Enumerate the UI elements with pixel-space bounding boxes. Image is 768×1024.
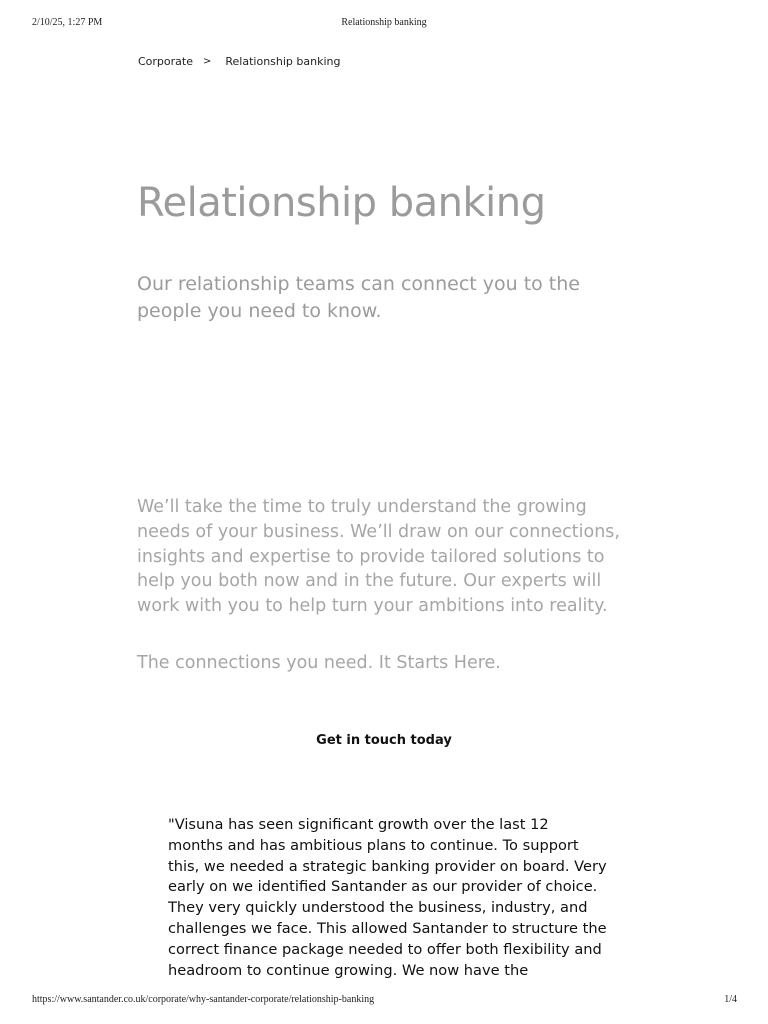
print-url: https://www.santander.co.uk/corporate/why-santander-corporate/relationship-banking: [32, 994, 375, 1005]
intro-paragraph: We’ll take the time to truly understand the growing needs of your business. We’ll draw on our connections, insights and expertise to provide tailored solutions to help you both now and in the future. Our experts will work with you to help turn your ambitions into reality.: [137, 497, 620, 617]
print-page-title: Relationship banking: [341, 17, 427, 28]
page-title: Relationship banking: [137, 180, 546, 226]
testimonial-quote: "Visuna has seen significant growth over the last 12 months and has ambitious plans to continue. To support this, we needed a strategic banking provider on board. Very early on we identified Santander as our provider of choice. They very quickly understood the business, industry, and challenges we face. This allowed Santander to structure the correct finance package needed to offer both flexibility and headroom to continue growing. We now have the: [168, 816, 607, 979]
breadcrumb-item-corporate[interactable]: Corporate: [138, 55, 193, 68]
breadcrumb-separator: >: [203, 56, 212, 67]
get-in-touch-link[interactable]: Get in touch today: [316, 733, 452, 748]
page-subtitle: Our relationship teams can connect you to the people you need to know.: [137, 273, 580, 322]
breadcrumb-item-current: Relationship banking: [225, 55, 341, 68]
breadcrumb: [138, 55, 341, 68]
cta-container: [0, 733, 768, 748]
print-header: [0, 17, 768, 31]
print-footer: [0, 994, 768, 1008]
print-page-number: 1/4: [724, 994, 737, 1005]
print-datetime: 2/10/25, 1:27 PM: [32, 17, 103, 28]
tagline: The connections you need. It Starts Here.: [137, 653, 501, 673]
